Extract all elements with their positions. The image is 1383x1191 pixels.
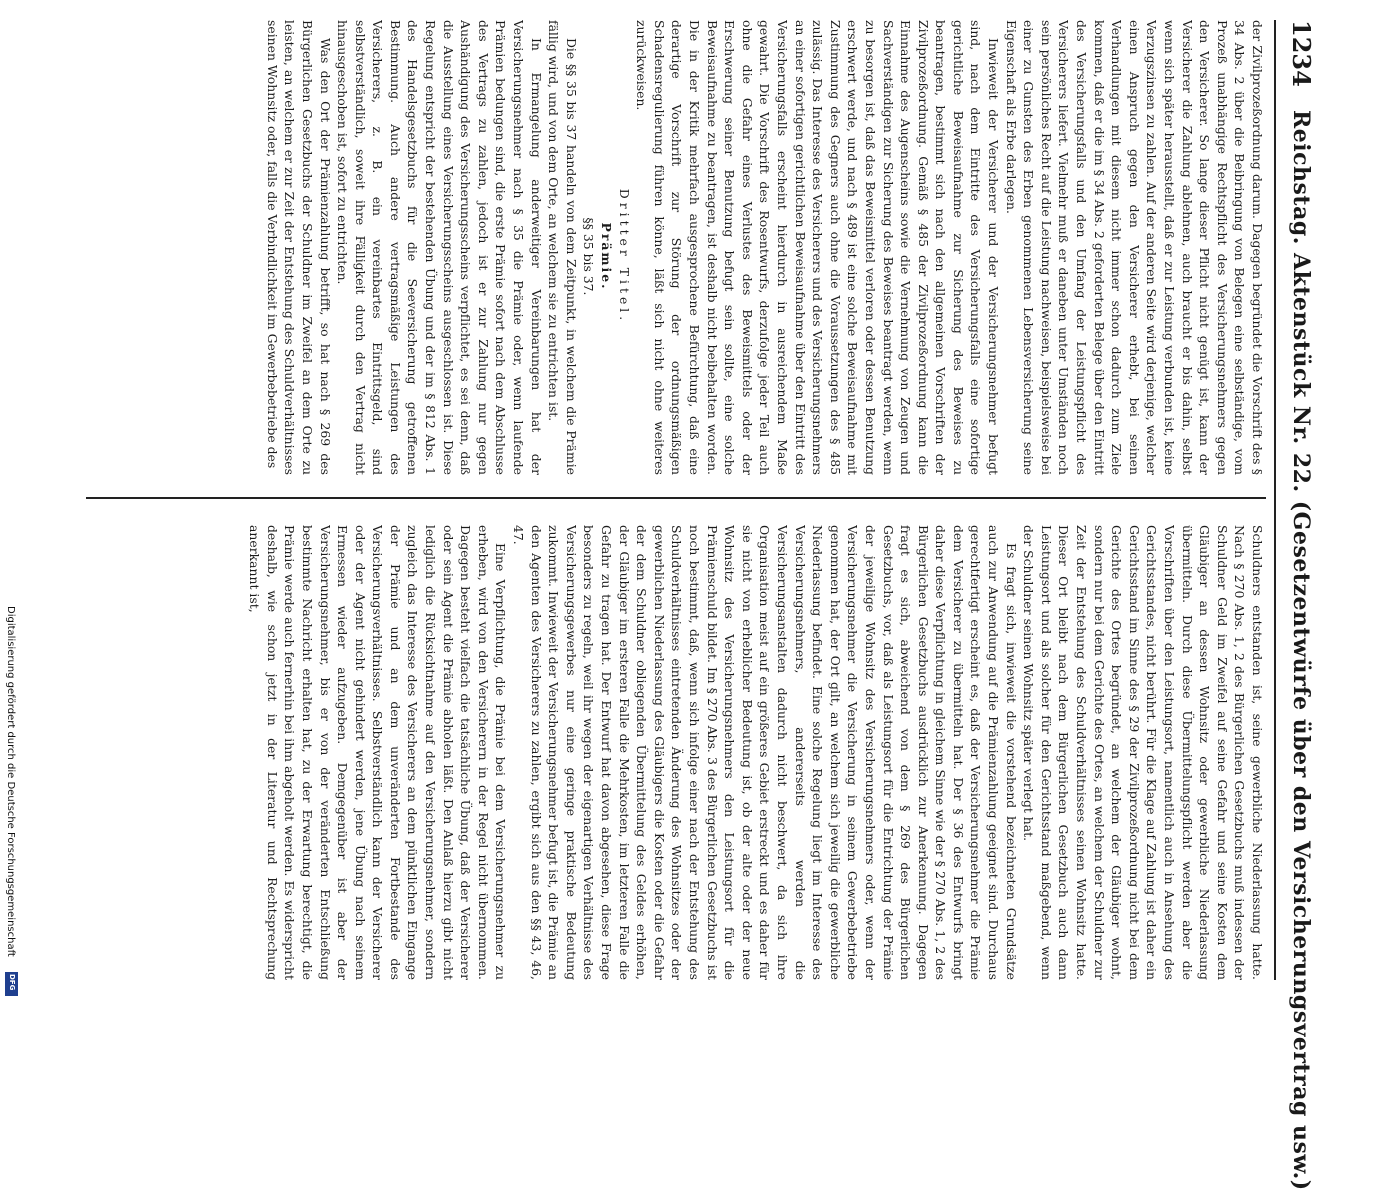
page-header: [1274, 20, 1320, 1191]
paragraph: Die §§ 35 bis 37 handeln von dem Zeitpunkt, in welchem die Prämie fällig wird, und von dem Orte, an welchem sie zu entrichten ist.: [546, 20, 579, 475]
paragraph: der Zivilprozeßordnung darum. Dagegen begründet die Vorschrift des § 34 Abs. 2 über die Beibringung von Belegen eine selbständige, vom Prozeß unabhängige Rechtspflicht des Versicherungsnehmers gegen den Versicherer. So lange dieser Pflicht nicht genügt ist, kann der Versicherer die Zahlung ablehnen, auch braucht er bis dahin, selbst wenn sich später herausstellt, daß er zur Leistung verbunden ist, keine Verzugszinsen zu zahlen. Auf der anderen Seite wird derjenige, welcher einen Anspruch gegen den Versicherer erhebt, bei seinen Verhandlungen mit diesem nicht immer schon dadurch zum Ziele kommen, daß er die im § 34 Abs. 2 geforderten Belege über den Eintritt des Versicherungsfalls und den Umfang der Leistungspflicht des Versicherers liefert. Vielmehr muß er daneben unter Umständen noch sein persönliches Recht auf die Leistung nachweisen, beispielsweise bei einer zu Gunsten des Erben genommenen Lebensversicherung seine Eigenschaft als Erbe darlegen.: [1003, 20, 1265, 475]
document-page: [55, 0, 1330, 1191]
column-divider: [86, 497, 1266, 499]
paragraph: Eine Verpflichtung, die Prämie bei dem Versicherungsnehmer zu erheben, wird von den Versicherern in der Regel nicht übernommen. Dagegen besteht vielfach die tatsächliche Übung, daß der Versicherer oder sein Agent die Prämie abholen läßt. Den Anlaß hierzu gibt nicht lediglich die Rücksichtnahme auf den Versicherungsnehmer, sondern zugleich das Interesse des Versicherers an dem pünktlichen Eingange der Prämie und an dem unveränderten Fortbestande des Versicherungsverhältnisses. Selbstverständlich kann der Versicherer oder der Agent nicht gehindert werden, jene Übung nach seinem Ermessen wieder aufzugeben. Demgegenüber ist aber der Versicherungsnehmer, bis er von der veränderten Entschließung bestimmte Nachricht erhalten hat, zu der Erwartung berechtigt, die Prämie werde auch fernerhin bei ihm abgeholt werden. Es widerspricht deshalb, wie schon jetzt in der Literatur und Rechtsprechung anerkannt ist,: [247, 525, 509, 980]
page-title: Reichstag. Aktenstück Nr. 22. (Gesetzentwürfe über den Versicherungsvertrag usw.): [1288, 110, 1314, 1191]
imprint-text: Digitalisierung gefördert durch die Deutsche Forschungsgemeinschaft: [5, 606, 16, 957]
section-heading: Dritter Titel.: [616, 188, 632, 325]
section-range: §§ 35 bis 37.: [581, 217, 597, 296]
paragraph: Schuldners entstanden ist, seine gewerbliche Niederlassung hatte. Nach § 270 Abs. 1, 2 des Bürgerlichen Gesetzbuchs muß indessen der Schuldner Geld im Zweifel auf seine Gefahr und seine Kosten dem Gläubiger an dessen Wohnsitz oder gewerbliche Niederlassung übermitteln. Durch diese Übermittelungspflicht werden aber die Vorschriften über den Leistungsort, namentlich auch in Ansehung des Gerichtsstandes, nicht berührt. Für die Klage auf Zahlung ist daher ein Gerichtsstand im Sinne des § 29 der Zivilprozeßordnung nicht bei dem Gerichte des Ortes begründet, an welchem der Gläubiger wohnt, sondern nur bei dem Gerichte des Ortes, an welchem der Schuldner zur Zeit der Entstehung des Schuldverhältnisses seinen Wohnsitz hatte. Dieser Ort bleibt nach dem Bürgerlichen Gesetzbuch auch dann Leistungsort und als solcher für den Gerichtsstand maßgebend, wenn der Schuldner seinen Wohnsitz später verlegt hat.: [1021, 525, 1265, 980]
paragraph: Inwieweit der Versicherer und der Versicherungsnehmer befugt sind, nach dem Eintritte des Versicherungsfalls eine sofortige gerichtliche Beweisaufnahme zur Sicherung des Beweises zu beantragen, bestimmt sich nach den allgemeinen Vorschriften der Zivilprozeßordnung. Gemäß § 485 der Zivilprozeßordnung kann die Einnahme des Augenscheins sowie die Vernehmung von Zeugen und Sachverständigen zur Sicherung des Beweises beantragt werden, wenn zu besorgen ist, daß das Beweismittel verloren oder dessen Benutzung erschwert werde, und nach § 489 ist eine solche Beweisaufnahme mit Zustimmung des Gegners auch ohne die Voraussetzungen des § 485 zulässig. Das Interesse des Versicherers und des Versicherungsnehmers an einer sofortigen gerichtlichen Beweisaufnahme über den Eintritt des Versicherungsfalls erscheint hierdurch in ausreichendem Maße gewahrt. Die Vorschrift des Rosentwurfs, derzufolge jeder Teil auch ohne die Gefahr eines Verlustes des Beweismittels oder der Erschwerung seiner Benutzung befugt sein sollte, eine solche Beweisaufnahme zu beantragen, ist deshalb nicht beibehalten worden. Die in der Kritik mehrfach ausgesprochene Befürchtung, daß eine derartige Vorschrift zur Störung der ordnungsmäßigen Schadensregulierung führen könne, läßt sich nicht ohne weiteres zurückweisen.: [634, 20, 1002, 475]
paragraph: Was den Ort der Prämienzahlung betrifft, so hat nach § 269 des Bürgerlichen Gesetzbuchs der Schuldner im Zweifel an dem Orte zu leisten, an welchem er zur Zeit der Entstehung des Schuldverhältnisses seinen Wohnsitz oder, falls die Verbindlichkeit im Gewerbebetriebe des: [264, 20, 333, 475]
paragraph: In Ermangelung anderweitiger Vereinbarungen hat der Versicherungsnehmer nach § 35 die Prämie oder, wenn laufende Prämien bedungen sind, die erste Prämie sofort nach dem Abschlusse des Vertrags zu zahlen, jedoch ist er zur Zahlung nur gegen Aushändigung des Versicherungsscheins verpflichtet, es sei denn, daß die Ausstellung eines Versicherungsscheins ausgeschlossen ist. Diese Regelung entspricht der bestehenden Übung und der im § 812 Abs. 1 des Handelsgesetzbuchs für die Seeversicherung getroffenen Bestimmung. Auch andere vertragsmäßige Leistungen des Versicherers, z. B. ein vereinbartes Eintrittsgeld, sind selbstverständlich, soweit ihre Fälligkeit durch den Vertrag nicht hinausgeschoben ist, sofort zu entrichten.: [335, 20, 544, 475]
section-title: Prämie.: [599, 222, 615, 291]
paragraph: Es fragt sich, inwieweit die vorstehend bezeichneten Grundsätze auch zur Anwendung auf die Prämienzahlung geeignet sind. Durchaus gerechtfertigt erscheint es, daß der Versicherungsnehmer die Prämie dem Versicherer zu übermitteln hat. Der § 36 des Entwurfs bringt daher diese Verpflichtung in gleichem Sinne wie der § 270 Abs. 1, 2 des Bürgerlichen Gesetzbuchs ausdrücklich zur Anerkennung. Dagegen fragt es sich, abweichend von dem § 269 des Bürgerlichen Gesetzbuchs, vor, daß als Leistungsort für die Entrichtung der Prämie der jeweilige Wohnsitz des Versicherungsnehmers oder, wenn der Versicherungsnehmer die Versicherung in seinem Gewerbebetriebe genommen hat, der Ort gilt, an welchem sich jeweilig die gewerbliche Niederlassung befindet. Eine solche Regelung liegt im Interesse des Versicherungsnehmers, andererseits werden die Versicherungsanstalten dadurch nicht beschwert, da sich ihre Organisation meist auf ein größeres Gebiet erstreckt und es daher für sie nicht von erheblicher Bedeutung ist, ob der alte oder der neue Wohnsitz des Versicherungsnehmers den Leistungsort für die Prämienschuld bildet. Im § 270 Abs. 3 des Bürgerlichen Gesetzbuchs ist noch bestimmt, daß, wenn sich infolge einer nach der Entstehung des Schuldverhältnisses eintretenden Änderung des Wohnsitzes oder der gewerblichen Niederlassung des Gläubigers die Kosten oder die Gefahr der dem Schuldner obliegenden Übermittelung des Geldes erhöhen, der Gläubiger im ersteren Falle die Mehrkosten, im letzteren Falle die Gefahr zu tragen hat. Der Entwurf hat davon abgesehen, diese Frage besonders zu regeln, weil ihr wegen der eigenartigen Verhältnisse des Versicherungsgewerbes nur eine geringe praktische Bedeutung zukommt. Inwieweit der Versicherungsnehmer befugt ist, die Prämie an den Agenten des Versicherers zu zahlen, ergibt sich aus den §§ 43, 46, 47.: [511, 525, 1019, 980]
digitization-imprint: [2, 606, 20, 996]
left-column: [86, 20, 1266, 475]
dfg-logo: DFG: [5, 972, 18, 996]
right-column: [86, 525, 1266, 980]
page-number: 1234: [1287, 20, 1316, 87]
